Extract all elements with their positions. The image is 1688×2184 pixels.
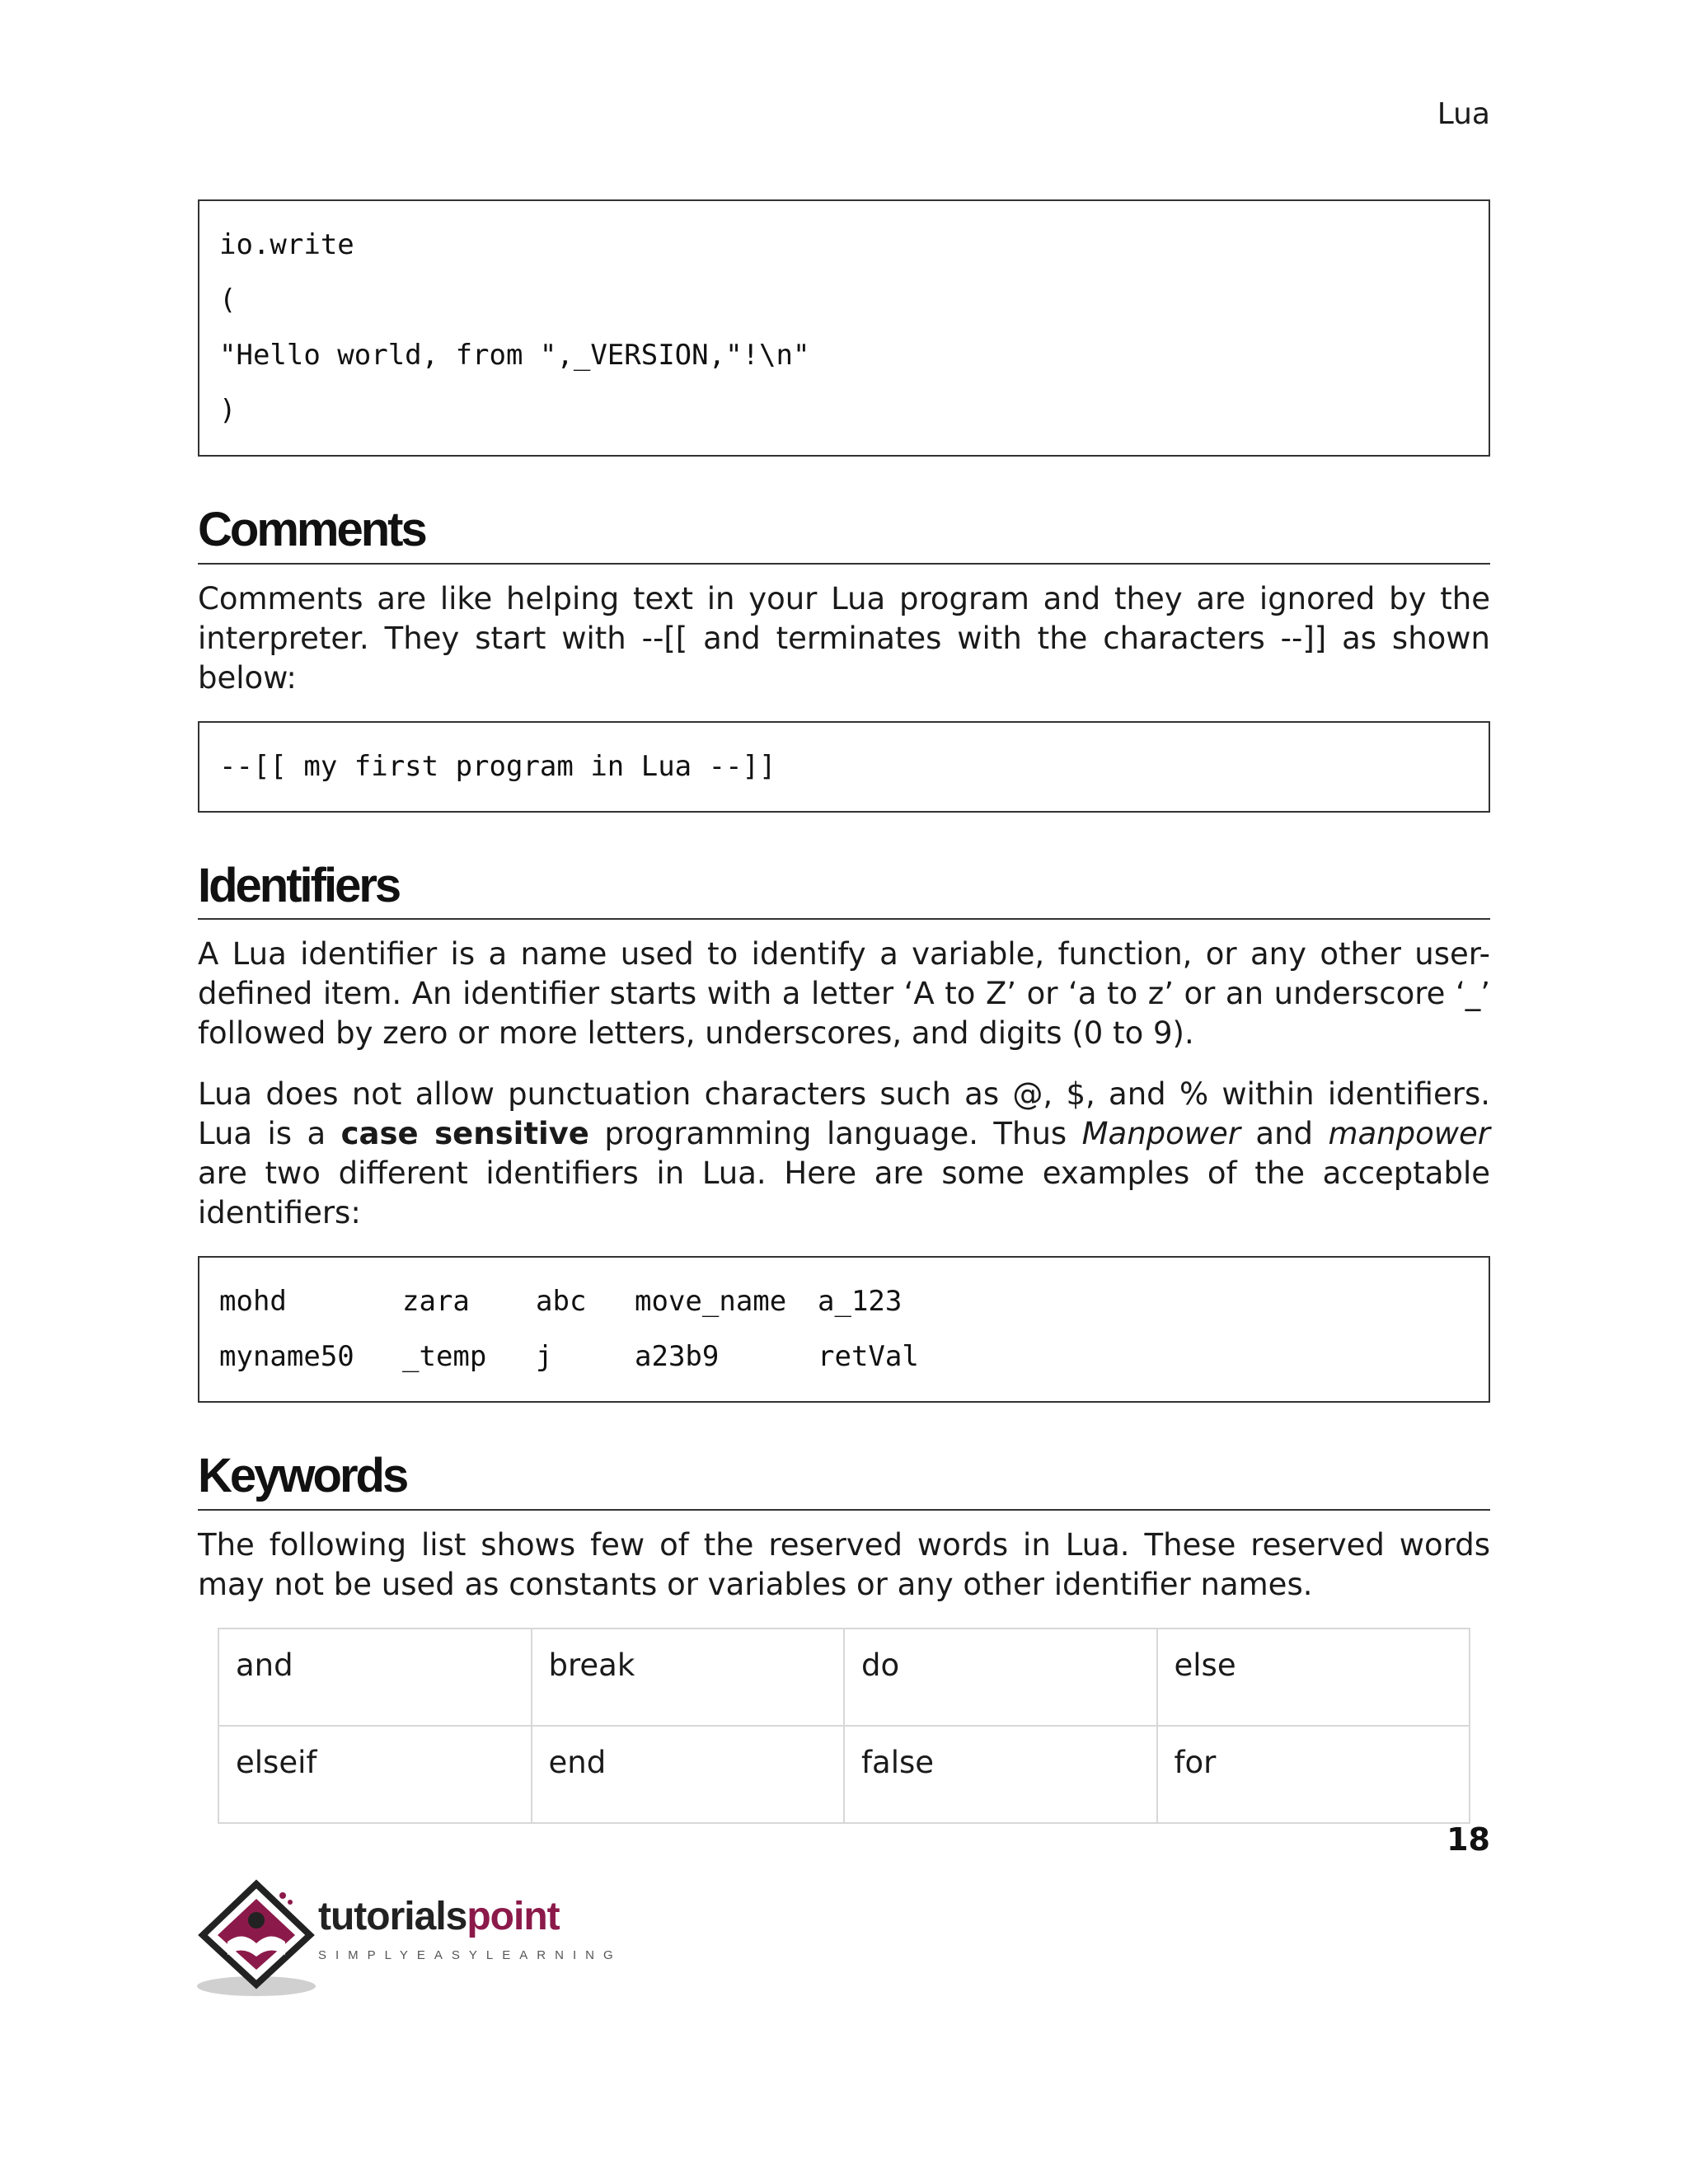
comments-paragraph: Comments are like helping text in your Lua program and they are ignored by the interpreter. They start with --[[ and terminates with the characters --]] as shown below: xyxy=(198,580,1490,696)
section-heading-keywords: Keywords xyxy=(198,1449,1490,1511)
section-heading-comments: Comments xyxy=(198,503,1490,565)
keyword-cell: else xyxy=(1157,1629,1470,1726)
code-block-comment xyxy=(198,721,1490,813)
manpower-capital-example: Manpower xyxy=(1081,1116,1241,1152)
identifier-example: a_123 xyxy=(818,1285,903,1319)
paragraph-text: and xyxy=(1240,1116,1329,1152)
identifier-examples-row xyxy=(219,1329,1469,1385)
identifier-example: mohd xyxy=(219,1285,287,1319)
code-line: ) xyxy=(219,394,237,427)
identifiers-paragraph-1: A Lua identifier is a name used to identify a variable, function, or any other user-defined item. An identifier starts with a letter ‘A to Z’ or ‘a to z’ or an underscore ‘_’ followed by zero or more letters, underscores, and digits (0 to 9). xyxy=(198,936,1490,1052)
identifier-example: a23b9 xyxy=(635,1340,720,1374)
keywords-paragraph: The following list shows few of the reserved words in Lua. These reserved words may not be used as constants or variables or any other identifier names. xyxy=(198,1527,1490,1603)
paragraph-text: Lua does not allow punctuation characters such as @, $, and % within identifiers. Lua is a xyxy=(198,1076,1490,1152)
code-line: "Hello world, from ",_VERSION,"!\n" xyxy=(219,339,810,372)
manpower-lower-example: manpower xyxy=(1328,1116,1490,1152)
keyword-cell: false xyxy=(844,1726,1157,1823)
identifiers-paragraph-2 xyxy=(198,1075,1490,1233)
code-line: ( xyxy=(219,284,237,316)
identifier-example: retVal xyxy=(818,1340,919,1374)
paragraph-text: programming language. Thus xyxy=(588,1116,1082,1152)
table-row xyxy=(218,1726,1470,1823)
running-title: Lua xyxy=(1437,97,1490,131)
section-heading-identifiers: Identifiers xyxy=(198,859,1490,921)
code-line: --[[ my first program in Lua --]] xyxy=(219,749,776,783)
tutorialspoint-logo xyxy=(195,1877,623,2001)
logo-wordmark xyxy=(318,1894,560,1939)
book-diamond-icon xyxy=(195,1877,318,2001)
identifier-example: _temp xyxy=(402,1340,487,1374)
identifier-examples-row xyxy=(219,1274,1469,1329)
keyword-cell: do xyxy=(844,1629,1157,1726)
paragraph-text: are two different identifiers in Lua. Here are some examples of the acceptable identifiers: xyxy=(198,1155,1490,1231)
keyword-cell: end xyxy=(532,1726,845,1823)
logo-tagline: SIMPLYEASYLEARNING xyxy=(318,1948,622,1962)
keyword-cell: elseif xyxy=(218,1726,532,1823)
keyword-cell: for xyxy=(1157,1726,1470,1823)
page-number: 18 xyxy=(1447,1821,1490,1858)
code-block-identifier-examples xyxy=(198,1256,1490,1403)
logo-word-dark: tutorials xyxy=(318,1895,467,1938)
page-content xyxy=(198,199,1490,1824)
identifier-example: abc xyxy=(536,1285,587,1319)
keyword-cell: break xyxy=(532,1629,845,1726)
case-sensitive-emphasis: case sensitive xyxy=(340,1116,589,1152)
identifier-example: myname50 xyxy=(219,1340,354,1374)
keywords-table xyxy=(218,1628,1470,1824)
identifier-example: move_name xyxy=(635,1285,787,1319)
keyword-cell: and xyxy=(218,1629,532,1726)
table-row xyxy=(218,1629,1470,1726)
identifier-example: zara xyxy=(402,1285,470,1319)
logo-word-accent: point xyxy=(467,1895,560,1938)
code-block-hello-world xyxy=(198,199,1490,457)
identifier-example: j xyxy=(536,1340,553,1374)
code-line: io.write xyxy=(219,228,354,261)
